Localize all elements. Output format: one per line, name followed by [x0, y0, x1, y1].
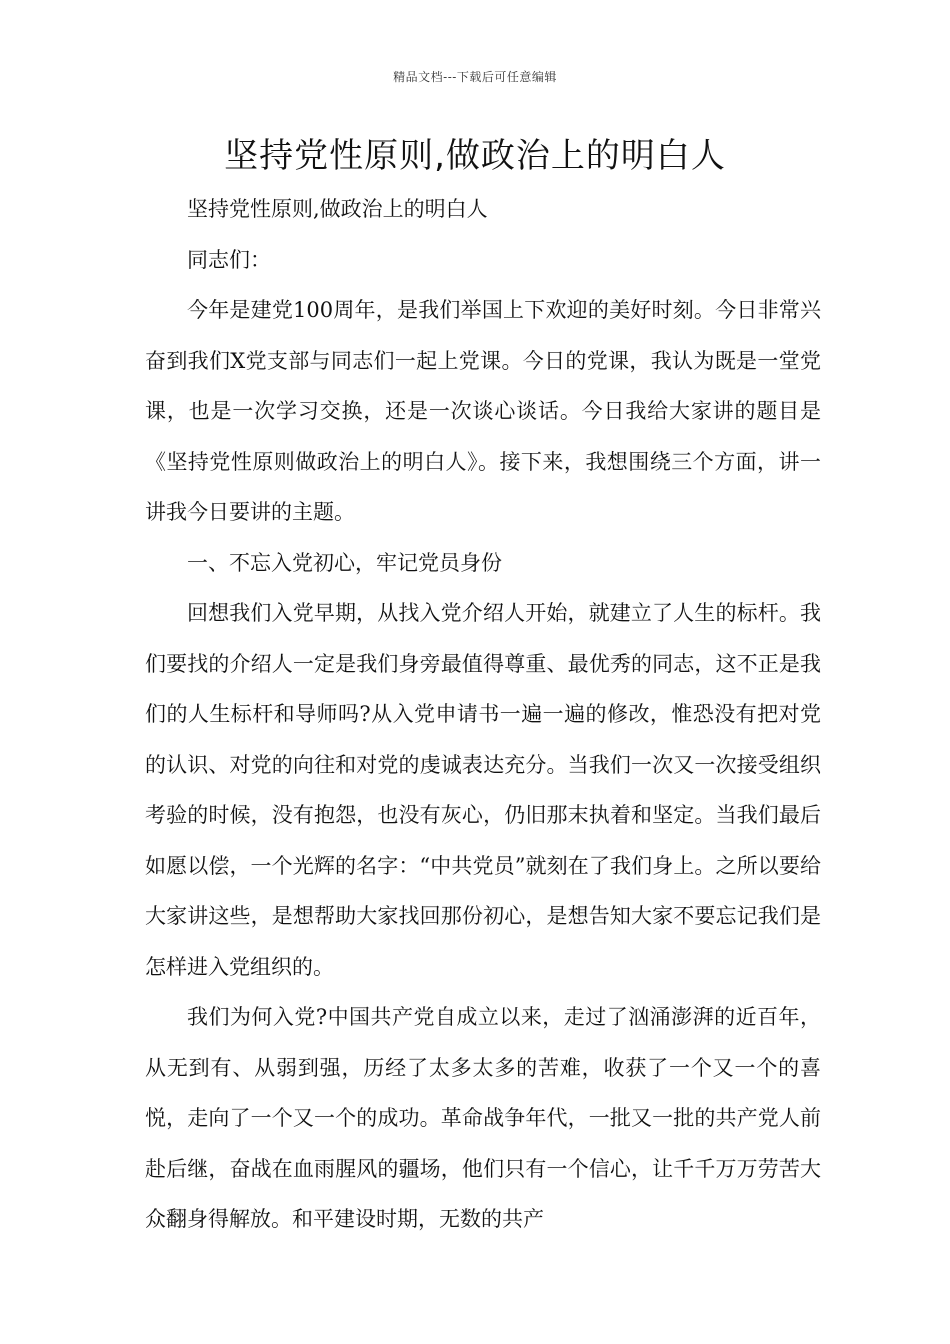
- paragraph: 回想我们入党早期，从找入党介绍人开始，就建立了人生的标杆。我们要找的介绍人一定是我们身旁最值得尊重、最优秀的同志，这不正是我们的人生标杆和导师吗?从入党申请书一遍一遍的修改，惟恐没有把对党的认识、对党的向往和对党的虔诚表达充分。当我们一次又一次接受组织考验的时候，没有抱怨，也没有灰心，仍旧那末执着和坚定。当我们最后如愿以偿，一个光辉的名字：“中共党员”就刻在了我们身上。之所以要给大家讲这些，是想帮助大家找回那份初心，是想告知大家不要忘记我们是怎样进入党组织的。: [145, 601, 821, 979]
- document-subtitle: 坚持党性原则,做政治上的明白人: [187, 197, 488, 221]
- paragraph: 今年是建党100周年，是我们举国上下欢迎的美好时刻。今日非常兴奋到我们X党支部与同志们一起上党课。今日的党课，我认为既是一堂党课，也是一次学习交换，还是一次谈心谈话。今日我给大家讲的题目是《坚持党性原则做政治上的明白人》。接下来，我想围绕三个方面，讲一讲我今日要讲的主题。: [145, 298, 821, 524]
- section-heading: 一、不忘入党初心，牢记党员身份: [187, 550, 502, 575]
- salutation: 同志们：: [187, 247, 271, 272]
- paragraph: 我们为何入党?中国共产党自成立以来，走过了汹涌澎湃的近百年，从无到有、从弱到强，历经了太多太多的苦难，收获了一个又一个的喜悦，走向了一个又一个的成功。革命战争年代，一批又一批的共产党人前赴后继，奋战在血雨腥风的疆场，他们只有一个信心，让千千万万劳苦大众翻身得解放。和平建设时期，无数的共产: [145, 1005, 821, 1231]
- page-header-watermark: 精品文档---下载后可任意编辑: [393, 70, 557, 84]
- document-title: 坚持党性原则,做政治上的明白人: [224, 136, 726, 176]
- document-body: [145, 184, 821, 1245]
